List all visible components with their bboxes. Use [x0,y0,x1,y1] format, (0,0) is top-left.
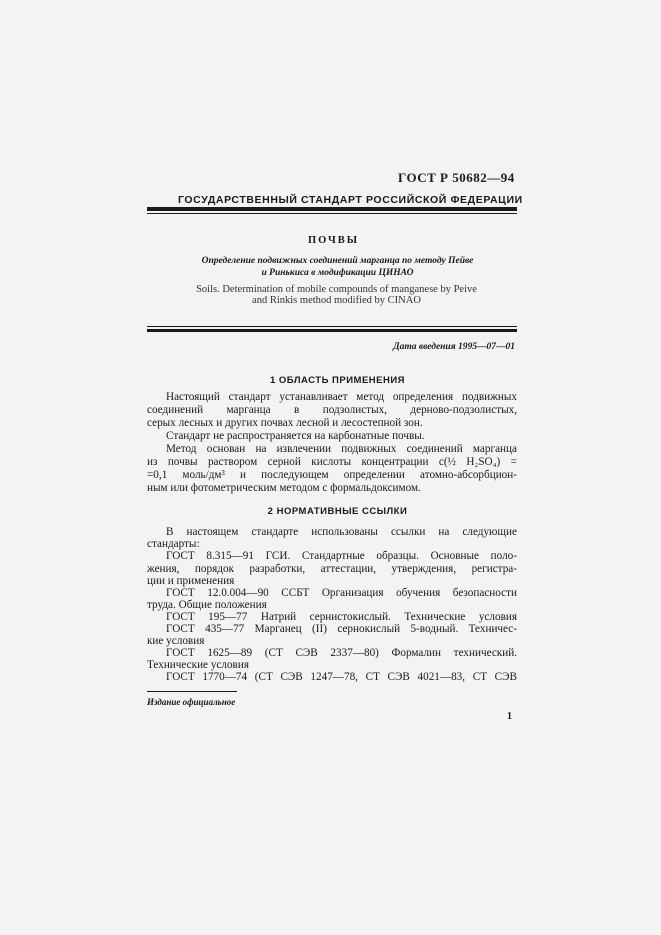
body-line: Настоящий стандарт устанавливает метод определения подвижных [166,391,517,403]
body-line: Стандарт не распространяется на карбонатные почвы. [166,430,425,442]
body-line: кие условия [147,635,205,647]
ru-subtitle-line: Определение подвижных соединений марганца по методу Пейве [201,256,474,266]
state-standard-title: ГОСУДАРСТВЕННЫЙ СТАНДАРТ РОССИЙСКОЙ ФЕДЕРАЦИИ [178,194,523,206]
body-line: труда. Общие положения [147,599,267,611]
body-line: жения, порядок разработки, аттестации, утверждения, регистра- [147,563,517,575]
footer-rule [147,691,237,692]
body-line: В настоящем стандарте использованы ссылки на следующие [166,526,517,538]
ru-subtitle-line: и Ринькиса в модификации ЦИНАО [261,268,414,278]
title-rule-thin [147,326,517,327]
header-rule-thin [147,213,517,214]
body-line: ГОСТ 1770—74 (СТ СЭВ 1247—78, СТ СЭВ 4021—83, СТ СЭВ [166,671,517,683]
body-line: ГОСТ 435—77 Марганец (II) сернокислый 5-водный. Техничес- [166,623,517,635]
body-line: из почвы раствором серной кислоты концентрации c(½ H₂SO₄) = [147,456,517,468]
header-rule-thick [147,207,517,211]
body-line: соединений марганца в подзолистых, дерново-подзолистых, [147,404,517,416]
title-rule-thick [147,329,517,332]
body-line: ГОСТ 12.0.004—90 ССБТ Организация обучения безопасности [166,587,517,599]
body-line: Метод основан на извлечении подвижных соединений марганца [166,443,517,455]
section-1-heading: 1 ОБЛАСТЬ ПРИМЕНЕНИЯ [269,375,406,386]
section-2-heading: 2 НОРМАТИВНЫЕ ССЫЛКИ [267,506,408,517]
body-line: стандарты: [147,538,200,550]
body-line: ции и применения [147,575,235,587]
body-line: =0,1 моль/дм³ и последующем определении атомно-абсорбцион- [147,469,517,481]
body-line: серых лесных и других почвах лесной и лесостепной зон. [147,417,423,429]
en-subtitle-line: Soils. Determination of mobile compounds of manganese by Peive [196,284,477,295]
document-title: ПОЧВЫ [307,235,360,246]
body-line: ГОСТ 8.315—91 ГСИ. Стандартные образцы. Основные поло- [166,550,517,562]
introduction-date: Дата введения 1995—07—01 [393,342,515,352]
body-line: ным или фотометрическим методом с формальдоксимом. [147,482,421,494]
official-edition-label: Издание официальное [147,697,236,707]
body-line: ГОСТ 1625—89 (СТ СЭВ 2337—80) Формалин технический. [166,647,517,659]
page-number: 1 [507,711,512,722]
gost-code: ГОСТ Р 50682—94 [398,170,515,185]
body-line: ГОСТ 195—77 Натрий сернистокислый. Технические условия [166,611,517,623]
body-line: Технические условия [147,659,249,671]
en-subtitle-line: and Rinkis method modified by CINAO [252,295,421,306]
